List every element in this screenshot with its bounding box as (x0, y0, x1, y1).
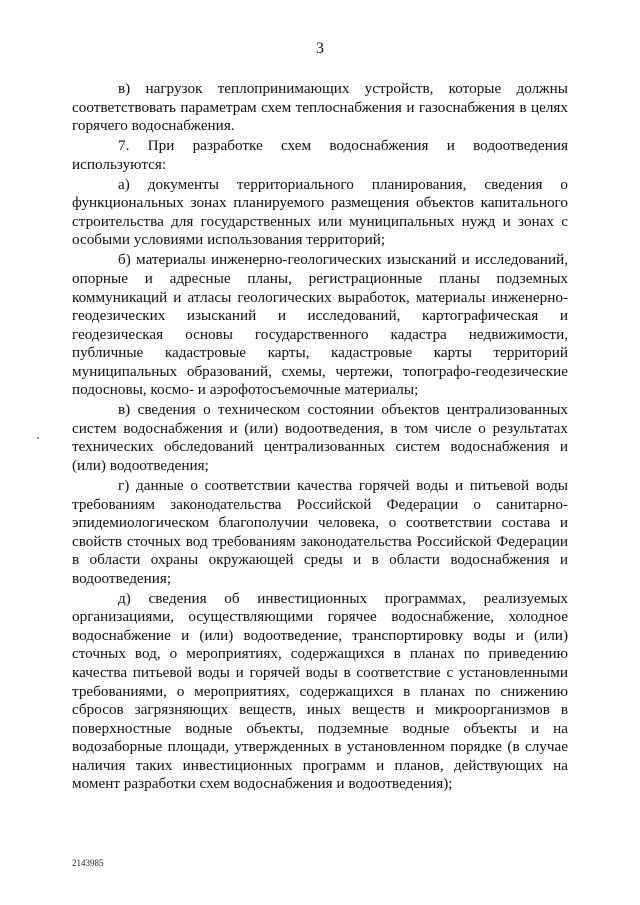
paragraph-b-survey-materials: б) материалы инженерно-геологических изысканий и исследований, опорные и адресные планы, регистрационные планы подземных коммуникаций и атласы геологических выработок, материалы инженерно-геодезических изысканий и исследований, картографическая и геодезическая основы государственного кадастра недвижимости, публичные кадастровые карты, кадастровые карты территорий муниципальных образований, схемы, чертежи, топографо-геодезические подосновы, космо- и аэрофотосъемочные материалы; (72, 251, 568, 399)
page-number: 3 (316, 40, 324, 57)
document-id: 2143985 (72, 858, 104, 868)
paragraph-v-technical-condition: в) сведения о техническом состоянии объектов централизованных систем водоснабжения и (или) водоотведения, в том числе о результатах технических обследований централизованных систем водоснабжения и (или) водоотведения; (72, 401, 568, 474)
paragraph-g-water-quality: г) данные о соответствии качества горячей воды и питьевой воды требованиям законодательства Российской Федерации о санитарно-эпидемиологическом благополучии человека, о соответствии состава и свойств сточных вод требованиям законодательства Российской Федерации в области охраны окружающей среды и в области водоснабжения и водоотведения; (72, 476, 568, 587)
paragraph-a-planning-documents: а) документы территориального планирования, сведения о функциональных зонах планируемого размещения объектов капитального строительства для государственных или муниципальных нужд и зонах с особыми условиями использования территорий; (72, 175, 568, 249)
paragraph-7-sources-intro: 7. При разработке схем водоснабжения и водоотведения используются: (72, 137, 568, 173)
document-body (72, 80, 568, 794)
paragraph-v-heat-loads: в) нагрузок теплопринимающих устройств, которые должны соответствовать параметрам схем теплоснабжения и газоснабжения в целях горячего водоснабжения. (72, 80, 568, 135)
scan-artifact-dot (37, 437, 39, 439)
paragraph-d-investment-programs: д) сведения об инвестиционных программах, реализуемых организациями, осуществляющими горячее водоснабжение, холодное водоснабжение и (или) водоотведение, транспортировку воды и (или) сточных вод, о мероприятиях, содержащихся в планах по приведению качества питьевой воды и горячей воды в соответствие с установленными требованиями, о мероприятиях, содержащихся в планах по снижению сбросов загрязняющих веществ, иных веществ и микроорганизмов в поверхностные водные объекты, подземные водные объекты и на водозаборные площади, утвержденных в установленном порядке (в случае наличия таких инвестиционных программ и планов, действующих на момент разработки схем водоснабжения и водоотведения); (72, 589, 568, 793)
